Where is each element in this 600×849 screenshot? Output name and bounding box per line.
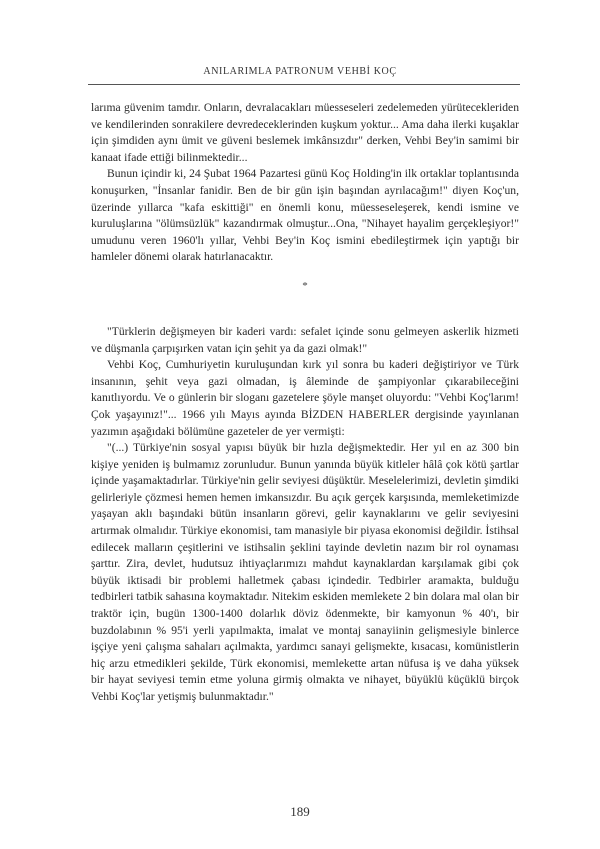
paragraph: larıma güvenim tamdır. Onların, devralacakları müesseseleri zedelemeden yürütecekleriden ve kendilerinden sonrakilere devredeceklerinden kuşkum yoktur... Ama daha ilerki kuşaklar için şimdiden aynı ümit ve güveni beslemek imkânsızdır" derken, Vehbi Bey'in samimi bir kanaat ifade ettiği bilinmektedir... [91,101,519,164]
body-text [91,100,519,706]
page-number: 189 [290,804,310,819]
quote-paragraph: "(...) Türkiye'nin sosyal yapısı büyük bir hızla değişmektedir. Her yıl en az 300 bin kişiye yeniden iş bulmamız zorunludur. Bunun yanında büyük kitleler hâlâ çok kötü şartlar içinde yaşamaktadırlar. Türkiye'nin gelir seviyesi düşüktür. Meselelerimizi, devletin şimdiki gelirleriyle çözmesi hemen hemen imkansızdır. Bu açık gerçek karşısında, memleketimizde yaşayan aklı başındaki bütün insanların görevi, gelir kaynaklarını ve gelir seviyesini artırmak olmalıdır. Türkiye ekonomisi, tam manasiyle bir piyasa ekonomisi değildir. İstihsal edilecek malların çeşitlerini ve istihsalin şeklini tayinde devletin nazım bir rol oynaması şarttır. Zira, devlet, hudutsuz ihtiyaçlarımızı mahdut kaynaklardan karşılamak gibi çok büyük iktisadi bir problemi halletmek çabası içindedir. Tedbirler aramakta, bulduğu tedbirleri tatbik sahasına koymaktadır. Nitekim eskiden memlekete 2 bin dolara mal olan bir traktör için, bugün 1300-1400 dolarlık döviz ödenmekte, bir kamyonun % 40'ı, bir buzdolabının % 95'i yerli yapılmakta, imalat ve montaj sanayiinin gelişmesiyle binlerce işçiye yeni çalışma sahaları açılmakta, yardımcı sanayi gelişmekte, kısacası, komünistlerin hiç arzu etmedikleri şekilde, Türk ekonomisi, memlekette artan nüfusa iş ve daha yüksek bir hayat seviyesi temin etme yoluna girmiş olmakta ve nihayet, büyüklü küçüklü birçok Vehbi Koç'lar yetişmiş bulunmaktadır." [91,441,519,703]
paragraph: Vehbi Koç, Cumhuriyetin kuruluşundan kırk yıl sonra bu kaderi değiştiriyor ve Türk insanının, şehit veya gazi olmadan, iş âleminde de şampiyonlar çıkarabileceğini kanıtlıyordu. Ve o günlerin bir sloganı gazetelere şöyle manşet oluyordu: "Vehbi Koç'larım! Çok yaşayınız!"... 1966 yılı Mayıs ayında BİZDEN HABERLER dergisinde yayınlanan yazımın aşağıdaki bölümüne gazeteler de yer vermişti: [91,358,519,438]
paragraph: Bunun içindir ki, 24 Şubat 1964 Pazartesi günü Koç Holding'in ilk ortaklar toplantısında konuşurken, "İnsanlar fanidir. Ben de bir gün işin başından ayrılacağım!" diyen Koç'un, üzerinde yıllarca "kafa eskittiği" en önemli konu, müesseseleşerek, kendi ismine ve kuruluşlarına "ölümsüzlük" kazandırmak olmuştur...Ona, "Nihayet hayalim gerçekleşiyor!" umudunu veren 1960'lı yıllar, Vehbi Bey'in Koç ismini ebedileştirmek için yaptığı bir hamleler dönemi olarak hatırlanacaktır. [91,167,519,264]
running-head: ANILARIMLA PATRONUM VEHBİ KOÇ [203,66,397,77]
section-separator: * [302,279,308,292]
quote-paragraph: "Türklerin değişmeyen bir kaderi vardı: sefalet içinde sonu gelmeyen askerlik hizmeti ve düşmanla çarpışırken vatan için şehit ya da gazi olmak!" [91,324,519,355]
header-rule [88,84,520,85]
